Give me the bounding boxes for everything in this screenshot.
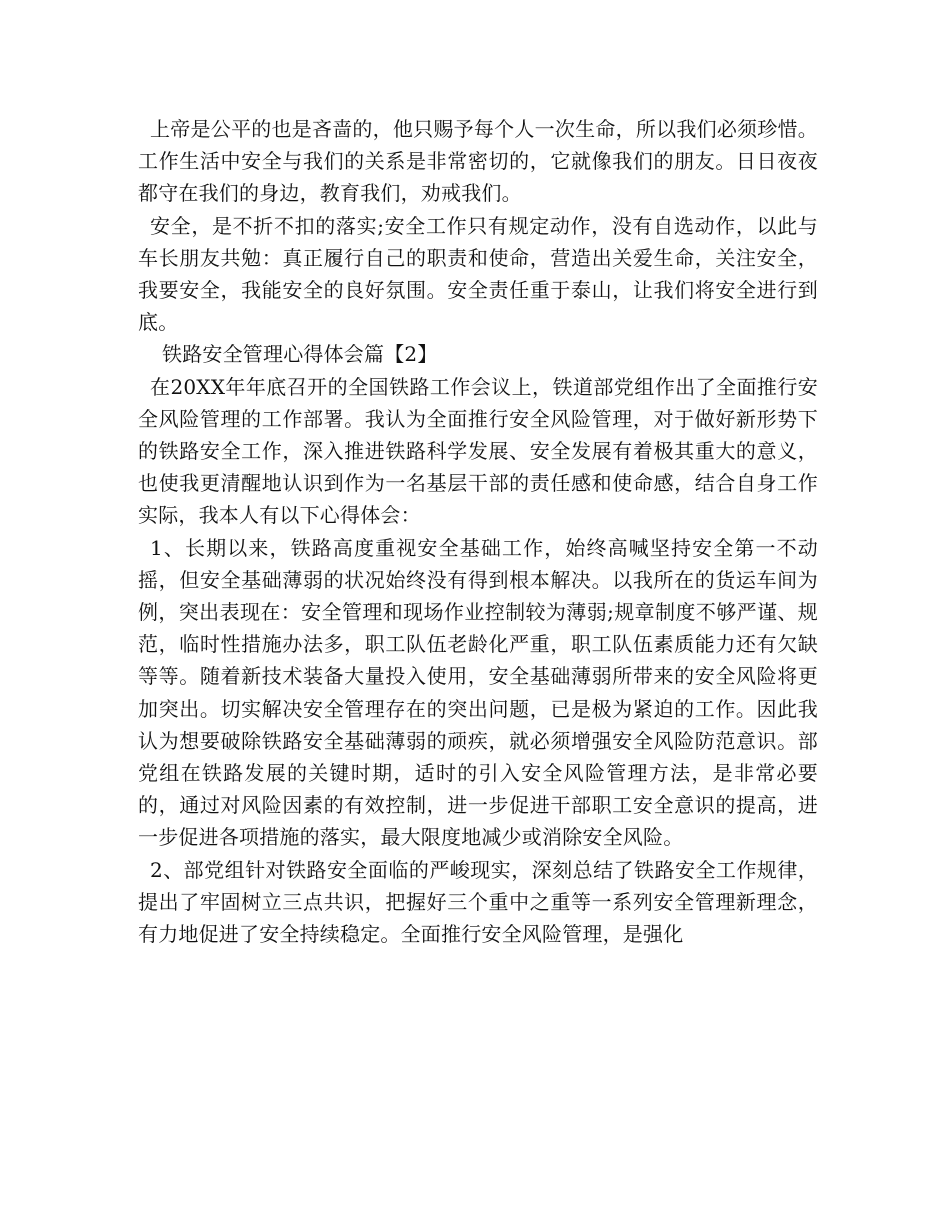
paragraph-safety-implementation: 安全，是不折不扣的落实;安全工作只有规定动作，没有自选动作，以此与车长朋友共勉：真正履行自己的职责和使命，营造出关爱生命，关注安全，我要安全，我能安全的良好氛围。安全责任重于泰山，让我们将安全进行到底。 bbox=[138, 213, 818, 335]
paragraph-conference-intro: 在20XX年年底召开的全国铁路工作会议上，铁道部党组作出了全面推行安全风险管理的工作部署。我认为全面推行安全风险管理，对于做好新形势下的铁路安全工作，深入推进铁路科学发展、安全发展有着极其重大的意义，也使我更清醒地认识到作为一名基层干部的责任感和使命感，结合自身工作实际，我本人有以下心得体会： bbox=[138, 374, 818, 528]
paragraph-point-2: 2、部党组针对铁路安全面临的严峻现实，深刻总结了铁路安全工作规律，提出了牢固树立三点共识，把握好三个重中之重等一系列安全管理新理念，有力地促进了安全持续稳定。全面推行安全风险管理，是强化 bbox=[138, 857, 818, 947]
paragraph-life-safety: 上帝是公平的也是吝啬的，他只赐予每个人一次生命，所以我们必须珍惜。工作生活中安全与我们的关系是非常密切的，它就像我们的朋友。日日夜夜都守在我们的身边，教育我们，劝戒我们。 bbox=[138, 117, 818, 206]
paragraph-point-1: 1、长期以来，铁路高度重视安全基础工作，始终高喊坚持安全第一不动摇，但安全基础薄弱的状况始终没有得到根本解决。以我所在的货运车间为例，突出表现在：安全管理和现场作业控制较为薄弱;规章制度不够严谨、规范，临时性措施办法多，职工队伍老龄化严重，职工队伍素质能力还有欠缺等等。随着新技术装备大量投入使用，安全基础薄弱所带来的安全风险将更加突出。切实解决安全管理存在的突出问题，已是极为紧迫的工作。因此我认为想要破除铁路安全基础薄弱的顽疾，就必须增强安全风险防范意识。部党组在铁路发展的关键时期，适时的引入安全风险管理方法，是非常必要的，通过对风险因素的有效控制，进一步促进干部职工安全意识的提高，进一步促进各项措施的落实，最大限度地减少或消除安全风险。 bbox=[138, 535, 818, 850]
document-body bbox=[138, 113, 818, 950]
section-heading: 铁路安全管理心得体会篇【2】 bbox=[162, 342, 438, 367]
